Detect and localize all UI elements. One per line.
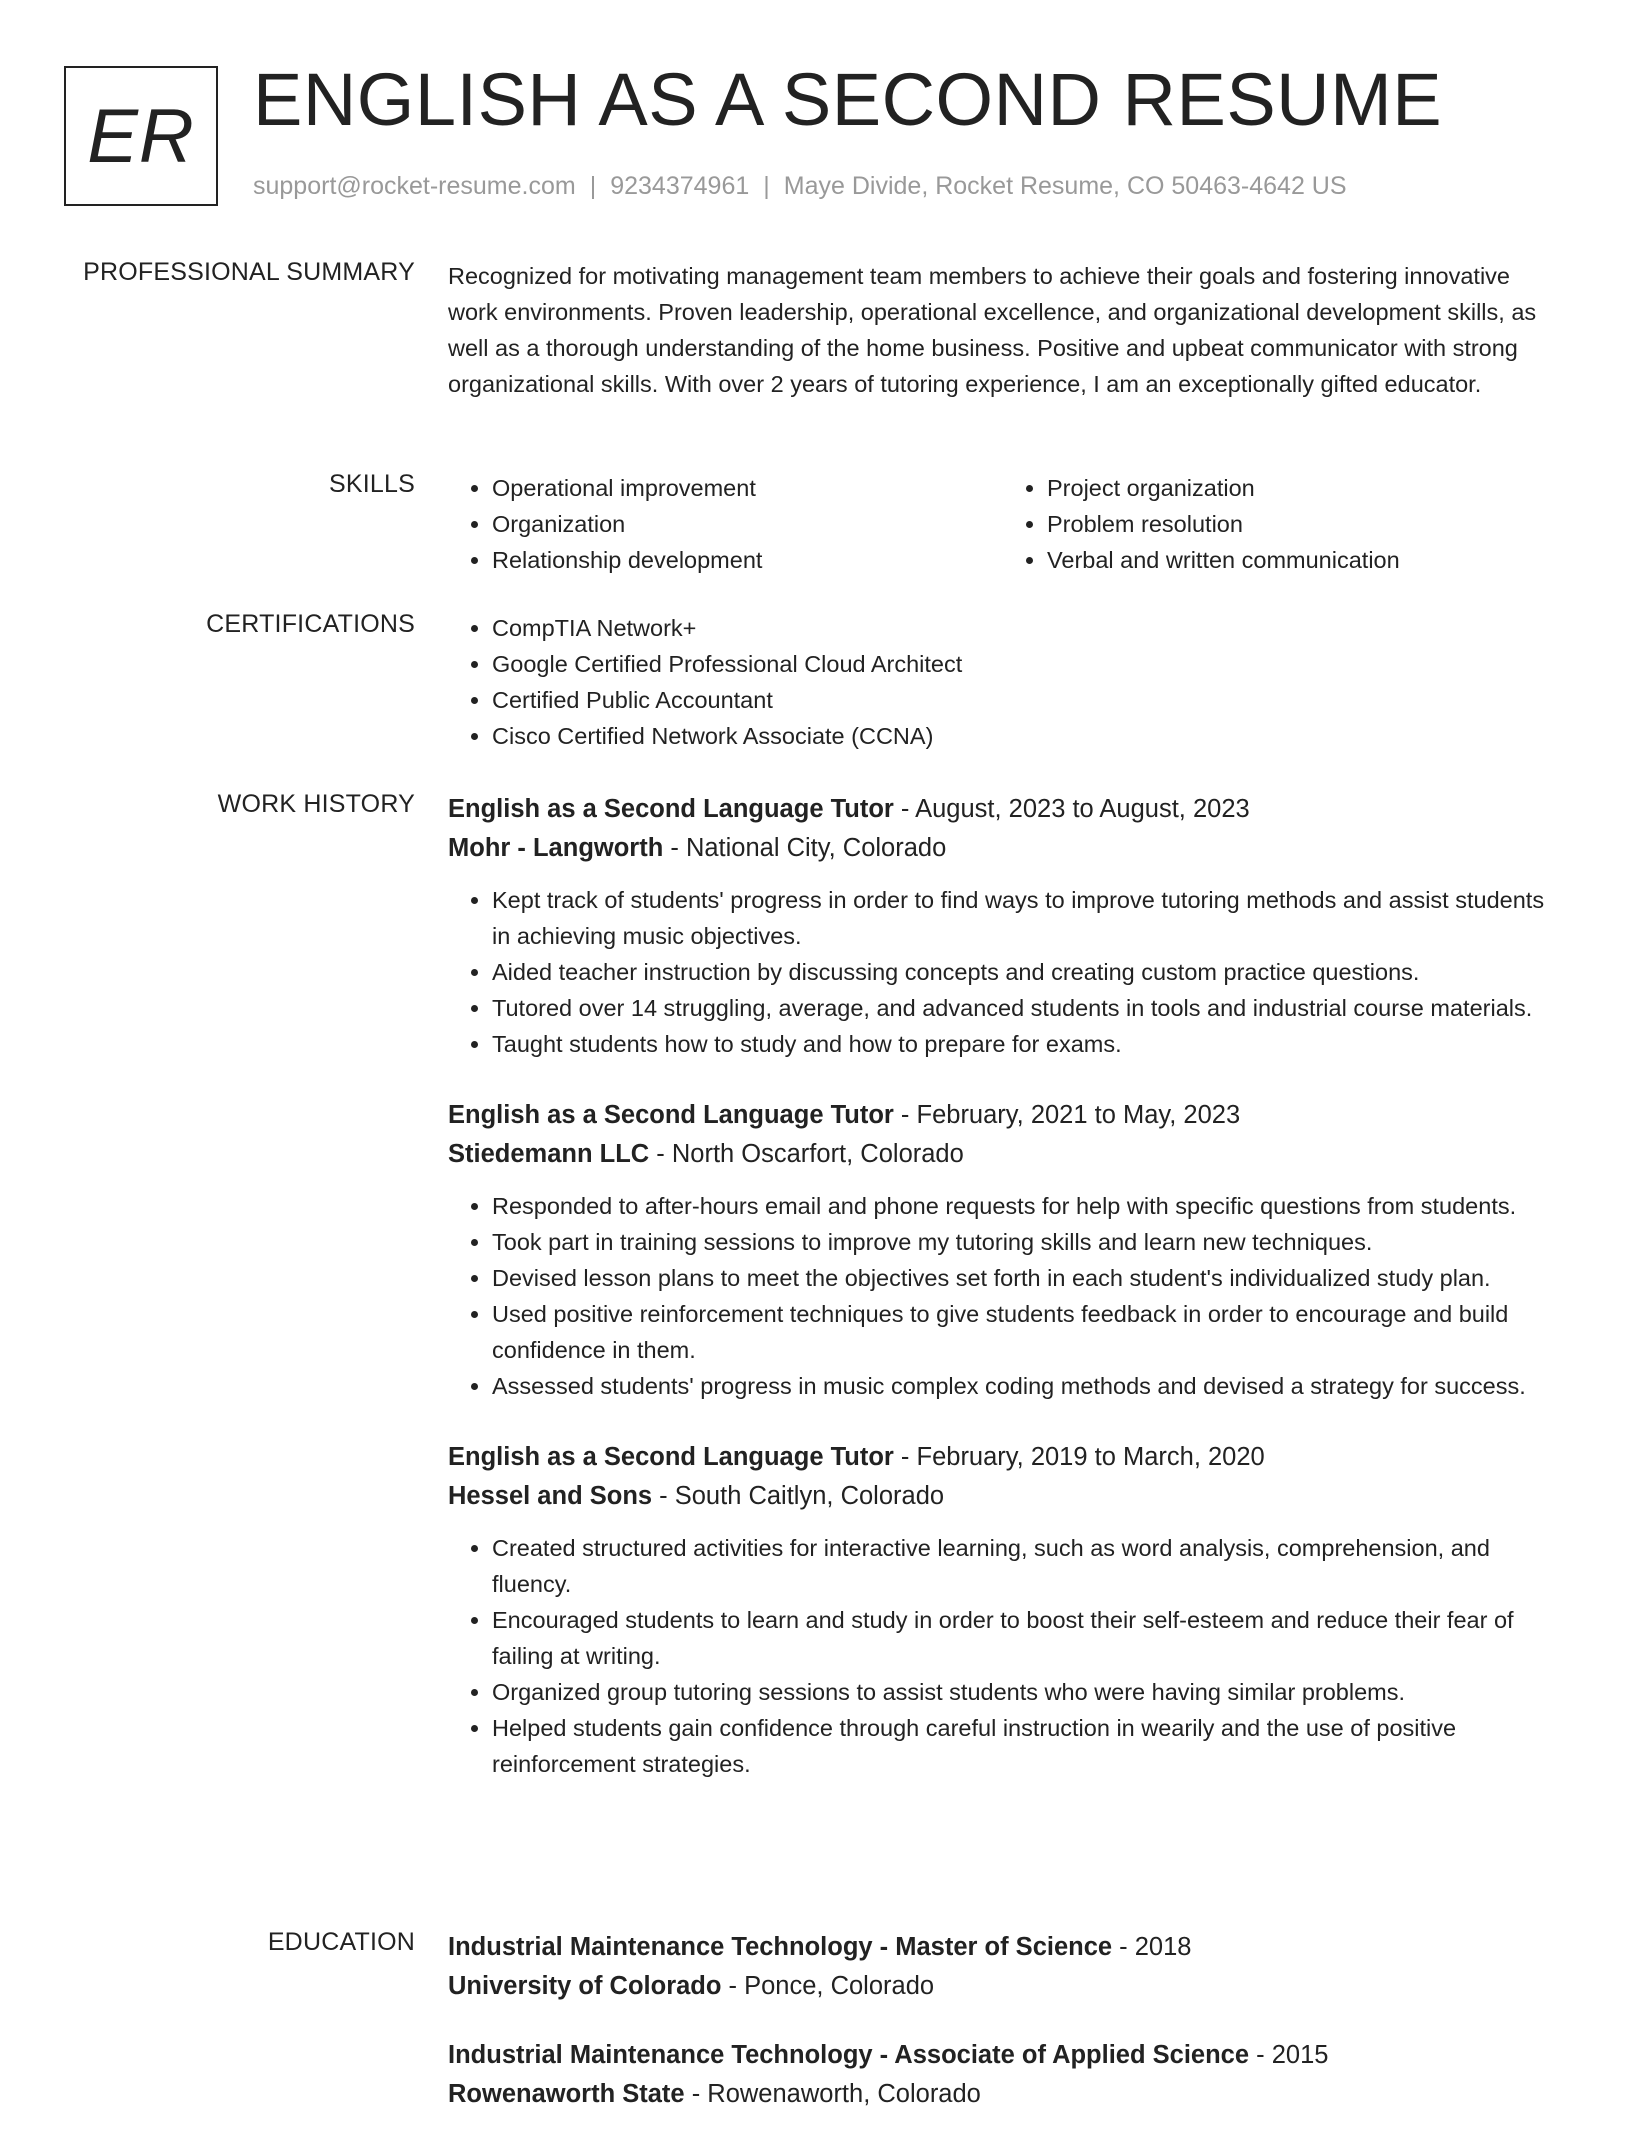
degree-name: Industrial Maintenance Technology - Master of Science (448, 1933, 1113, 1961)
skill-item: • Operational improvement (492, 470, 1003, 506)
contact-separator: | (763, 172, 770, 200)
contact-phone: 9234374961 (610, 172, 750, 200)
job-location: - National City, Colorado (663, 834, 947, 862)
certifications-list (448, 610, 1558, 754)
job-employer (448, 1135, 1558, 1174)
job-entry (448, 1096, 1558, 1404)
job-bullet: • Aided teacher instruction by discussing concepts and creating custom practice questions. (492, 954, 1558, 990)
skills-list (448, 470, 1558, 578)
school-name: University of Colorado (448, 1972, 722, 2000)
school-name: Rowenaworth State (448, 2080, 685, 2108)
job-location: - South Caitlyn, Colorado (652, 1482, 945, 1510)
skill-item: • Verbal and written communication (1047, 542, 1558, 578)
section-label-education: EDUCATION (267, 1928, 415, 1956)
job-bullet: • Took part in training sessions to improve my tutoring skills and learn new techniques. (492, 1224, 1558, 1260)
job-bullet: • Encouraged students to learn and study in order to boost their self-esteem and reduce their fear of failing at writing. (492, 1602, 1558, 1674)
graduation-year: - 2015 (1249, 2041, 1329, 2069)
work-history-list (448, 790, 1558, 1816)
job-bullet: • Helped students gain confidence through careful instruction in wearily and the use of positive reinforcement strategies. (492, 1710, 1558, 1782)
contact-address: Maye Divide, Rocket Resume, CO 50463-4642 US (783, 172, 1347, 200)
company-name: Stiedemann LLC (448, 1140, 650, 1168)
job-bullet: • Assessed students' progress in music complex coding methods and devised a strategy for success. (492, 1368, 1558, 1404)
section-label-summary: PROFESSIONAL SUMMARY (83, 258, 415, 286)
contact-line (253, 172, 1347, 201)
section-label-certifications: CERTIFICATIONS (206, 610, 415, 638)
skill-item: • Relationship development (492, 542, 1003, 578)
job-heading (448, 1096, 1558, 1135)
job-title: English as a Second Language Tutor (448, 1443, 894, 1471)
skills-column-2 (1003, 470, 1558, 578)
job-bullet: • Organized group tutoring sessions to assist students who were having similar problems. (492, 1674, 1558, 1710)
company-name: Hessel and Sons (448, 1482, 653, 1510)
skill-item: • Problem resolution (1047, 506, 1558, 542)
job-employer (448, 829, 1558, 868)
job-bullets (448, 1188, 1558, 1404)
certification-item: • Google Certified Professional Cloud Architect (492, 646, 1558, 682)
job-dates: - February, 2019 to March, 2020 (893, 1443, 1265, 1471)
skill-item: • Project organization (1047, 470, 1558, 506)
initials-monogram: ER (64, 66, 218, 206)
school-location: - Ponce, Colorado (721, 1972, 935, 2000)
job-entry (448, 1438, 1558, 1782)
contact-separator: | (589, 172, 597, 200)
job-bullet: • Tutored over 14 struggling, average, and advanced students in tools and industrial course materials. (492, 990, 1558, 1026)
skill-item: • Organization (492, 506, 1003, 542)
job-bullets (448, 1530, 1558, 1782)
degree-heading (448, 2036, 1558, 2075)
section-label-skills: SKILLS (329, 470, 415, 498)
school-line (448, 2075, 1558, 2114)
job-entry (448, 790, 1558, 1062)
certification-item: • Cisco Certified Network Associate (CCNA) (492, 718, 1558, 754)
job-bullet: • Responded to after-hours email and phone requests for help with specific questions from students. (492, 1188, 1558, 1224)
job-title: English as a Second Language Tutor (448, 1101, 894, 1129)
job-employer (448, 1477, 1558, 1516)
candidate-name: ENGLISH AS A SECOND RESUME (253, 58, 1443, 141)
degree-name: Industrial Maintenance Technology - Associate of Applied Science (448, 2041, 1250, 2069)
job-bullets (448, 882, 1558, 1062)
skills-column-1 (448, 470, 1003, 578)
resume-header (64, 58, 1568, 210)
job-heading (448, 1438, 1558, 1477)
job-bullet: • Kept track of students' progress in order to find ways to improve tutoring methods and assist students in achieving music objectives. (492, 882, 1558, 954)
education-entry (448, 2036, 1558, 2114)
job-bullet: • Created structured activities for interactive learning, such as word analysis, comprehension, and fluency. (492, 1530, 1558, 1602)
job-bullet: • Used positive reinforcement techniques to give students feedback in order to encourage and build confidence in them. (492, 1296, 1558, 1368)
contact-email: support@rocket-resume.com (253, 172, 576, 200)
graduation-year: - 2018 (1112, 1933, 1192, 1961)
job-dates: - February, 2021 to May, 2023 (893, 1101, 1241, 1129)
degree-heading (448, 1928, 1558, 1967)
job-dates: - August, 2023 to August, 2023 (893, 795, 1250, 823)
job-bullet: • Taught students how to study and how to prepare for exams. (492, 1026, 1558, 1062)
school-line (448, 1967, 1558, 2006)
job-bullet: • Devised lesson plans to meet the objectives set forth in each student's individualized study plan. (492, 1260, 1558, 1296)
section-label-work-history: WORK HISTORY (217, 790, 415, 818)
job-title: English as a Second Language Tutor (448, 795, 894, 823)
job-location: - North Oscarfort, Colorado (649, 1140, 964, 1168)
summary-text: Recognized for motivating management team members to achieve their goals and fostering innovative work environments. Proven leadership, operational excellence, and organizational development skills, as well as a thorough understanding of the home business. Positive and upbeat communicator with strong organizational skills. With over 2 years of tutoring experience, I am an exceptionally gifted educator. (448, 263, 1537, 397)
company-name: Mohr - Langworth (448, 834, 664, 862)
job-heading (448, 790, 1558, 829)
certification-item: • CompTIA Network+ (492, 610, 1558, 646)
education-entry (448, 1928, 1558, 2006)
certification-item: • Certified Public Accountant (492, 682, 1558, 718)
school-location: - Rowenaworth, Colorado (684, 2080, 981, 2108)
